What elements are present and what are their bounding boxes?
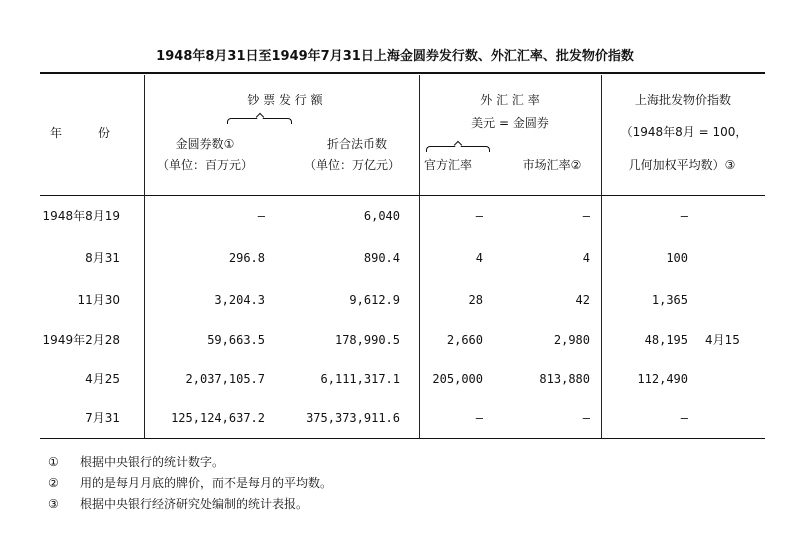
column-divider xyxy=(601,75,602,438)
cell-market-rate: 2,980 xyxy=(553,333,590,347)
cell-fabi: 6,040 xyxy=(363,209,400,223)
header-gold-yuan-unit: （单位：百万元） xyxy=(156,158,254,172)
cell-price-index: 1,365 xyxy=(651,293,688,307)
cell-market-rate: — xyxy=(582,411,590,425)
header-rule xyxy=(40,195,765,196)
footnote-text: 根据中央银行的统计数字。 xyxy=(80,455,225,469)
row-date: 7月31 xyxy=(85,411,120,425)
top-rule xyxy=(40,72,765,74)
cell-gold-yuan: 59,663.5 xyxy=(207,333,265,347)
cell-price-index: — xyxy=(680,209,688,223)
cell-official-rate: 4 xyxy=(475,251,483,265)
cell-market-rate: 42 xyxy=(575,293,590,307)
header-market-rate: 市场汇率② xyxy=(522,158,582,172)
cell-market-rate: — xyxy=(582,209,590,223)
cell-gold-yuan: 2,037,105.7 xyxy=(185,372,265,386)
header-official-rate: 官方汇率 xyxy=(423,158,473,172)
table-title: 1948年8月31日至1949年7月31日上海金圆券发行数、外汇汇率、批发物价指数 xyxy=(156,49,634,64)
row-date: 11月30 xyxy=(77,293,120,307)
header-price-index-base: （1948年8月 = 100， xyxy=(620,125,748,139)
row-date: 1948年8月19 xyxy=(42,209,120,223)
cell-fabi: 375,373,911.6 xyxy=(306,411,400,425)
row-date: 1949年2月28 xyxy=(42,333,120,347)
brace-fx xyxy=(426,146,490,152)
cell-official-rate: 205,000 xyxy=(432,372,483,386)
cell-fabi: 6,111,317.1 xyxy=(320,372,400,386)
cell-price-index: 48,195 xyxy=(644,333,688,347)
header-fx-group: 外 汇 汇 率 xyxy=(480,93,540,107)
cell-official-rate: 28 xyxy=(468,293,483,307)
header-issuance-group: 钞 票 发 行 额 xyxy=(247,93,323,107)
cell-fabi: 178,990.5 xyxy=(334,333,400,347)
column-divider xyxy=(419,75,420,438)
cell-fabi: 9,612.9 xyxy=(349,293,400,307)
cell-official-rate: — xyxy=(475,411,483,425)
cell-gold-yuan: 125,124,637.2 xyxy=(171,411,265,425)
cell-market-rate: 813,880 xyxy=(539,372,590,386)
cell-price-index: 100 xyxy=(666,251,688,265)
cell-fabi: 890.4 xyxy=(363,251,400,265)
header-year-b: 份 xyxy=(98,126,111,140)
cell-gold-yuan: 296.8 xyxy=(228,251,265,265)
cell-gold-yuan: 3,204.3 xyxy=(214,293,265,307)
footnote-text: 用的是每月月底的牌价，而不是每月的平均数。 xyxy=(80,476,333,490)
row-date: 4月25 xyxy=(85,372,120,386)
brace-issuance xyxy=(227,118,292,124)
cell-price-index: — xyxy=(680,411,688,425)
footnote-mark: ③ xyxy=(48,497,59,511)
footnote-mark: ② xyxy=(48,476,59,490)
row-date: 8月31 xyxy=(85,251,120,265)
cell-official-rate: 2,660 xyxy=(446,333,483,347)
cell-price-index: 112,490 xyxy=(637,372,688,386)
cell-market-rate: 4 xyxy=(582,251,590,265)
cell-official-rate: — xyxy=(475,209,483,223)
header-price-index: 上海批发物价指数 xyxy=(634,93,732,107)
cell-note: 4月15 xyxy=(705,333,740,347)
cell-gold-yuan: — xyxy=(257,209,265,223)
header-price-index-method: 几何加权平均数）③ xyxy=(628,158,736,172)
footnote-mark: ① xyxy=(48,455,59,469)
header-fabi: 折合法币数 xyxy=(326,137,388,151)
column-divider xyxy=(144,75,145,438)
header-fabi-unit: （单位：万亿元） xyxy=(303,158,401,172)
header-fx-sub: 美元 = 金圆券 xyxy=(471,116,549,130)
bottom-rule xyxy=(40,438,765,439)
header-year-a: 年 xyxy=(50,126,63,140)
header-gold-yuan: 金圆券数① xyxy=(175,137,235,151)
footnote-text: 根据中央银行经济研究处编制的统计表报。 xyxy=(80,497,309,511)
